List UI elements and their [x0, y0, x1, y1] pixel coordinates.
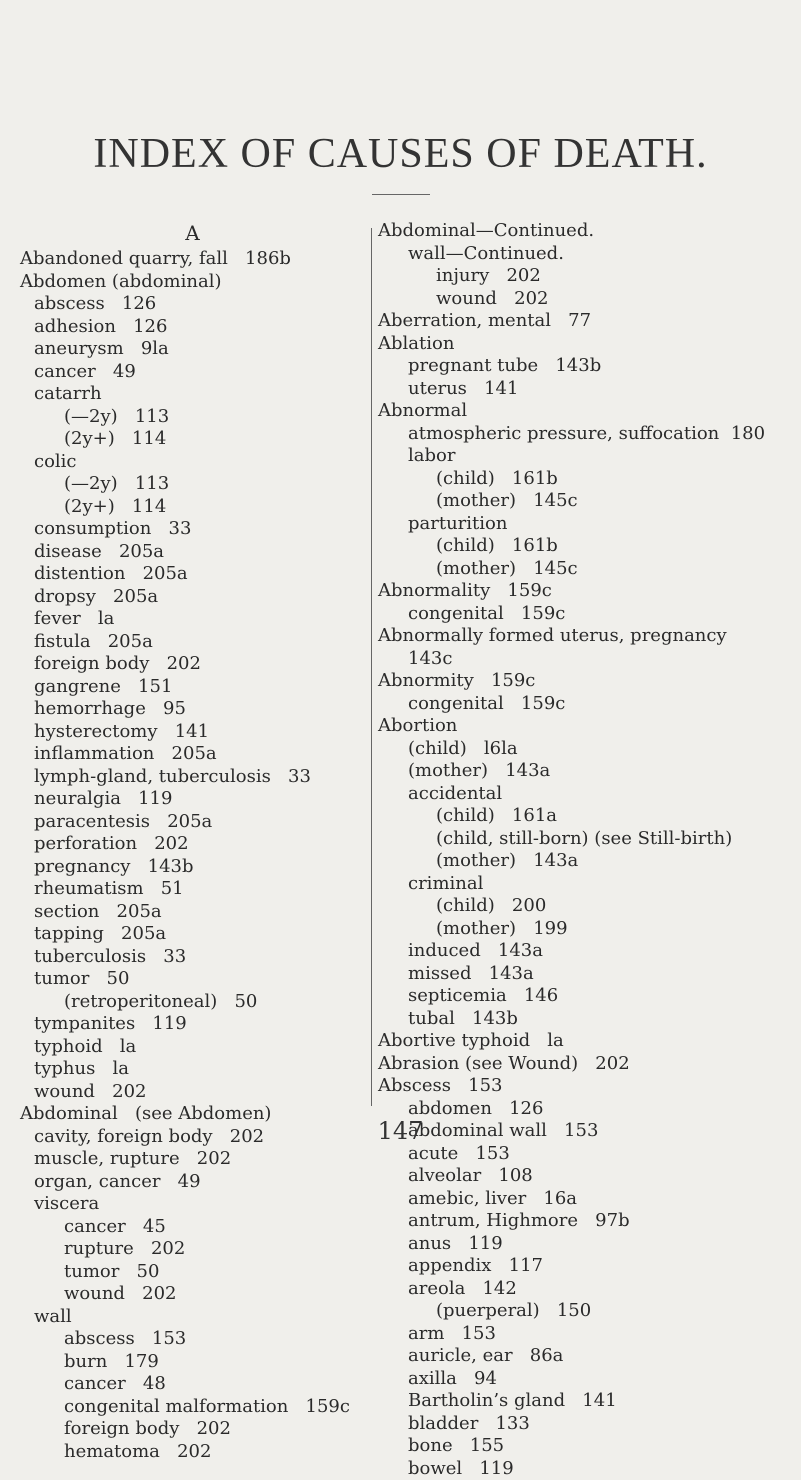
index-entry: Abortive typhoid la — [378, 1030, 798, 1053]
index-entry: induced 143a — [378, 940, 798, 963]
index-entry: inflammation 205a — [20, 743, 365, 766]
index-entry: (retroperitoneal) 50 — [20, 991, 365, 1014]
index-entry: disease 205a — [20, 541, 365, 564]
index-entry: (—2y) 113 — [20, 406, 365, 429]
index-entry: appendix 117 — [378, 1255, 798, 1278]
index-entry: tympanites 119 — [20, 1013, 365, 1036]
page-number: 147 — [0, 1117, 801, 1145]
index-entry: Bartholin’s gland 141 — [378, 1390, 798, 1413]
index-entry: dropsy 205a — [20, 586, 365, 609]
index-entry: (child) 161a — [378, 805, 798, 828]
index-entry: foreign body 202 — [20, 653, 365, 676]
index-entry: auricle, ear 86a — [378, 1345, 798, 1368]
index-entry: neuralgia 119 — [20, 788, 365, 811]
index-entry: foreign body 202 — [20, 1418, 365, 1441]
index-entry: tubal 143b — [378, 1008, 798, 1031]
index-entry: wall — [20, 1306, 365, 1329]
index-entry: (child) 161b — [378, 468, 798, 491]
index-entry: bowel 119 — [378, 1458, 798, 1480]
index-entry: parturition — [378, 513, 798, 536]
index-entry: atmospheric pressure, suffocation 180 — [378, 423, 798, 446]
index-entry: fever la — [20, 608, 365, 631]
index-entry: (child) 161b — [378, 535, 798, 558]
title-rule — [372, 194, 430, 195]
index-entry: Abdominal (see Abdomen) — [20, 1103, 365, 1126]
index-entry: Abortion — [378, 715, 798, 738]
index-entry: (child) l6la — [378, 738, 798, 761]
index-entry: rupture 202 — [20, 1238, 365, 1261]
index-entry: viscera — [20, 1193, 365, 1216]
left-column — [20, 220, 365, 1463]
index-entry: arm 153 — [378, 1323, 798, 1346]
index-entry: abscess 153 — [20, 1328, 365, 1351]
index-entry: Abnormality 159c — [378, 580, 798, 603]
right-column — [378, 220, 798, 1480]
index-entry: congenital 159c — [378, 603, 798, 626]
index-entry: Abnormity 159c — [378, 670, 798, 693]
index-entry: bone 155 — [378, 1435, 798, 1458]
index-entry: amebic, liver 16a — [378, 1188, 798, 1211]
index-entry: Abandoned quarry, fall 186b — [20, 248, 365, 271]
index-entry: axilla 94 — [378, 1368, 798, 1391]
letter-heading: A — [20, 220, 365, 246]
index-entry: organ, cancer 49 — [20, 1171, 365, 1194]
index-entry: wound 202 — [20, 1283, 365, 1306]
index-entry: tumor 50 — [20, 968, 365, 991]
index-entry: Aberration, mental 77 — [378, 310, 798, 333]
right-entries — [378, 220, 798, 1480]
index-entry: fistula 205a — [20, 631, 365, 654]
index-entry: injury 202 — [378, 265, 798, 288]
index-entry: (mother) 145c — [378, 558, 798, 581]
index-entry: burn 179 — [20, 1351, 365, 1374]
index-entry: (mother) 145c — [378, 490, 798, 513]
index-entry: adhesion 126 — [20, 316, 365, 339]
index-entry: (mother) 143a — [378, 760, 798, 783]
index-entry: cancer 49 — [20, 361, 365, 384]
index-entry: criminal — [378, 873, 798, 896]
index-entry: lymph-gland, tuberculosis 33 — [20, 766, 365, 789]
index-entry: (2y+) 114 — [20, 428, 365, 451]
index-entry: alveolar 108 — [378, 1165, 798, 1188]
index-entry: uterus 141 — [378, 378, 798, 401]
index-entry: cavity, foreign body 202 — [20, 1126, 365, 1149]
index-entry: abdominal wall 153 — [378, 1120, 798, 1143]
index-entry: (child) 200 — [378, 895, 798, 918]
index-entry: acute 153 — [378, 1143, 798, 1166]
index-entry: Abnormally formed uterus, pregnancy — [378, 625, 798, 648]
index-entry: consumption 33 — [20, 518, 365, 541]
index-entry: wound 202 — [378, 288, 798, 311]
index-entry: Abdomen (abdominal) — [20, 271, 365, 294]
index-entry: (puerperal) 150 — [378, 1300, 798, 1323]
index-entry: missed 143a — [378, 963, 798, 986]
index-entry: anus 119 — [378, 1233, 798, 1256]
index-entry: tuberculosis 33 — [20, 946, 365, 969]
index-entry: (mother) 143a — [378, 850, 798, 873]
index-entry: Abrasion (see Wound) 202 — [378, 1053, 798, 1076]
index-entry: areola 142 — [378, 1278, 798, 1301]
index-entry: septicemia 146 — [378, 985, 798, 1008]
index-entry: (child, still-born) (see Still-birth) — [378, 828, 798, 851]
index-entry: congenital 159c — [378, 693, 798, 716]
index-entry: antrum, Highmore 97b — [378, 1210, 798, 1233]
index-entry: typhus la — [20, 1058, 365, 1081]
index-entry: congenital malformation 159c — [20, 1396, 365, 1419]
index-entry: colic — [20, 451, 365, 474]
index-entry: (—2y) 113 — [20, 473, 365, 496]
index-entry: abscess 126 — [20, 293, 365, 316]
index-entry: abdomen 126 — [378, 1098, 798, 1121]
index-entry: wall—Continued. — [378, 243, 798, 266]
index-entry: hysterectomy 141 — [20, 721, 365, 744]
index-entry: section 205a — [20, 901, 365, 924]
index-entry: labor — [378, 445, 798, 468]
index-entry: catarrh — [20, 383, 365, 406]
index-entry: hematoma 202 — [20, 1441, 365, 1464]
index-entry: cancer 48 — [20, 1373, 365, 1396]
index-entry: aneurysm 9la — [20, 338, 365, 361]
index-entry: tumor 50 — [20, 1261, 365, 1284]
index-entry: pregnancy 143b — [20, 856, 365, 879]
index-entry: Abscess 153 — [378, 1075, 798, 1098]
index-entry: paracentesis 205a — [20, 811, 365, 834]
index-entry: gangrene 151 — [20, 676, 365, 699]
index-entry: perforation 202 — [20, 833, 365, 856]
index-entry: (2y+) 114 — [20, 496, 365, 519]
left-entries — [20, 248, 365, 1463]
index-entry: Abdominal—Continued. — [378, 220, 798, 243]
index-entry: hemorrhage 95 — [20, 698, 365, 721]
index-entry: (mother) 199 — [378, 918, 798, 941]
index-entry: pregnant tube 143b — [378, 355, 798, 378]
index-entry: cancer 45 — [20, 1216, 365, 1239]
index-entry: bladder 133 — [378, 1413, 798, 1436]
index-entry: Ablation — [378, 333, 798, 356]
column-divider — [371, 228, 372, 1106]
index-entry: rheumatism 51 — [20, 878, 365, 901]
index-entry: Abnormal — [378, 400, 798, 423]
index-entry: typhoid la — [20, 1036, 365, 1059]
index-entry: distention 205a — [20, 563, 365, 586]
index-entry: 143c — [378, 648, 798, 671]
page-title: INDEX OF CAUSES OF DEATH. — [0, 130, 801, 178]
index-entry: accidental — [378, 783, 798, 806]
index-entry: muscle, rupture 202 — [20, 1148, 365, 1171]
index-entry: wound 202 — [20, 1081, 365, 1104]
index-entry: tapping 205a — [20, 923, 365, 946]
